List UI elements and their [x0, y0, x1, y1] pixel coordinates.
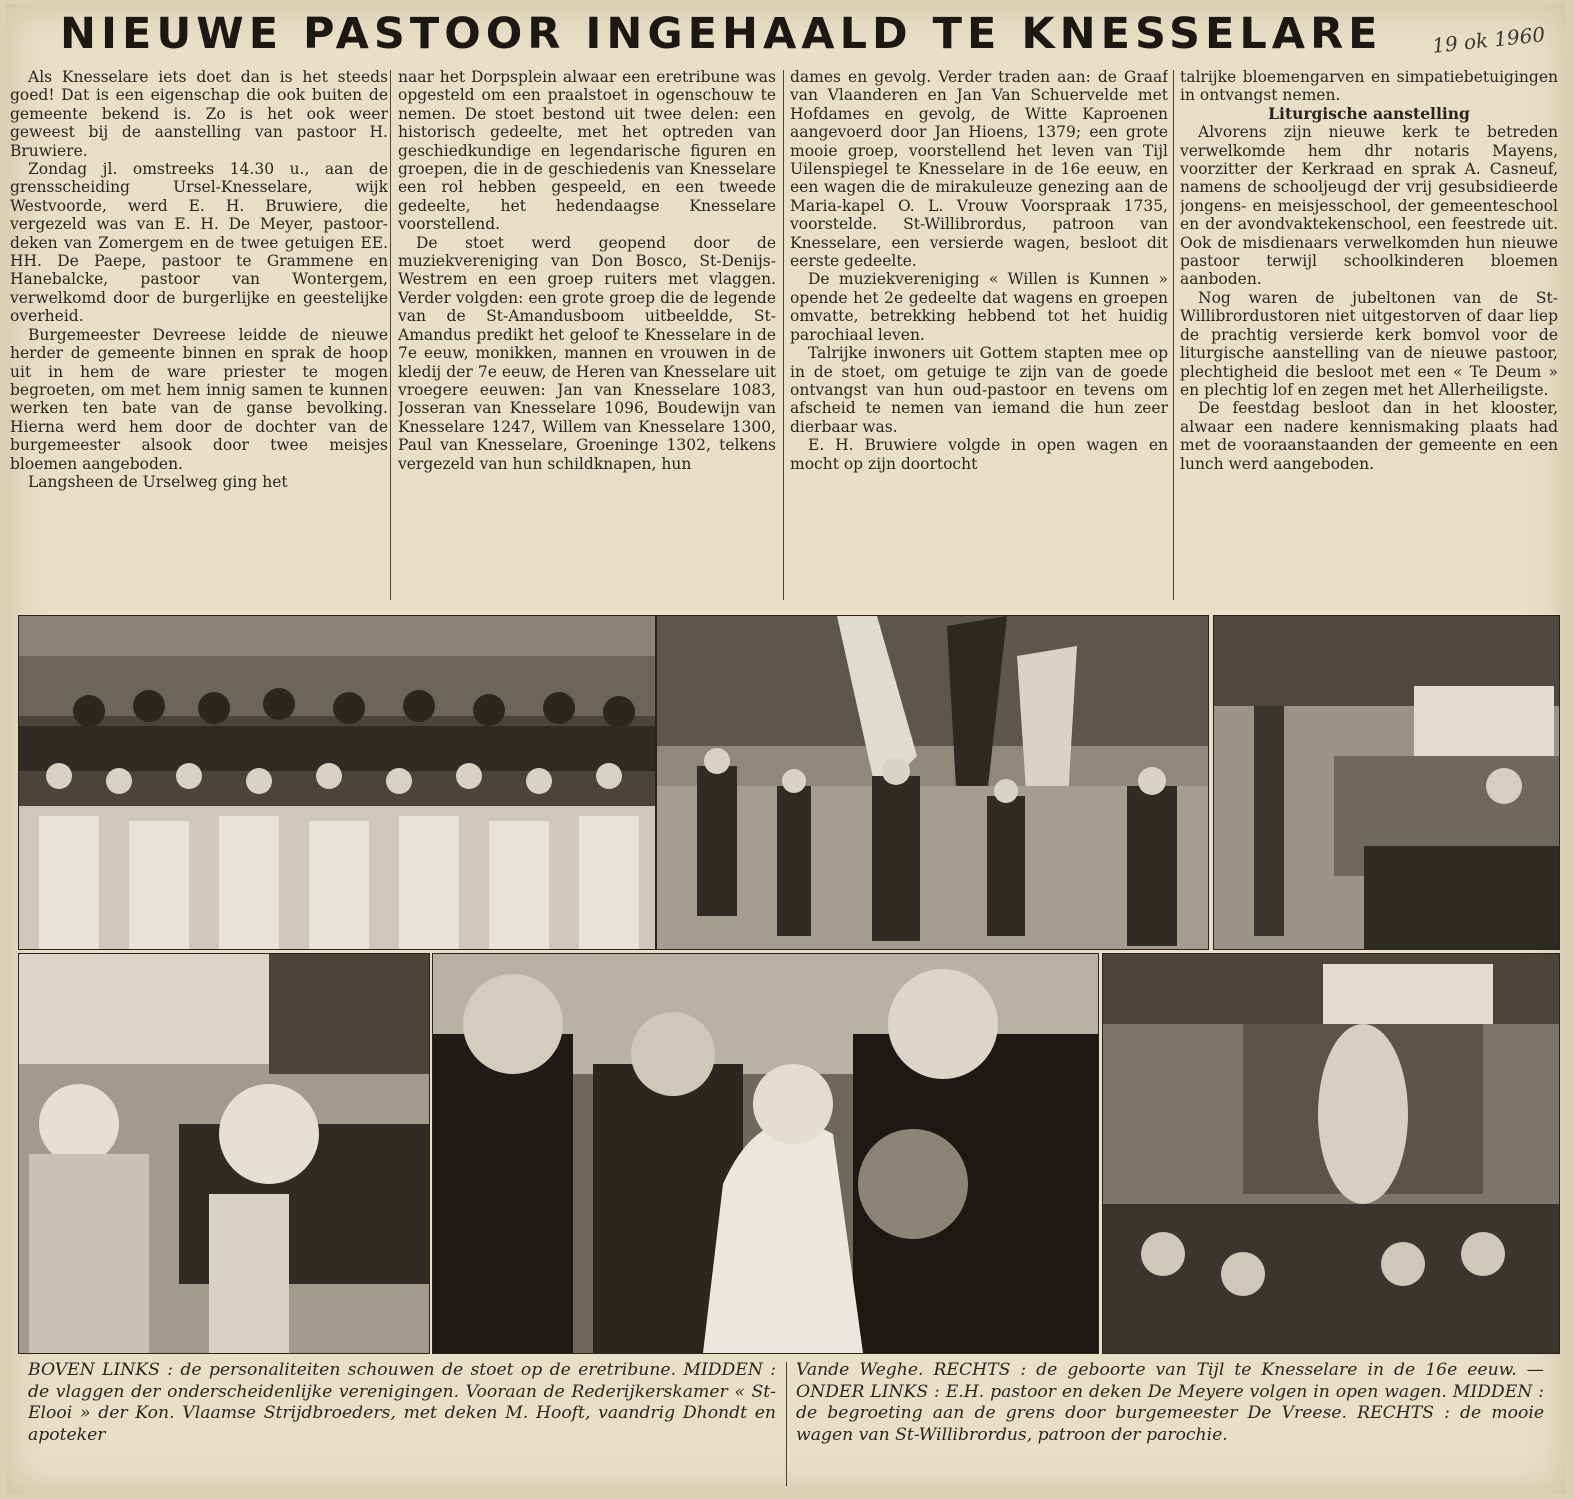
photo-grandstand — [18, 615, 656, 950]
headline: NIEUWE PASTOOR INGEHAALD TE KNESSELARE — [60, 9, 1383, 59]
photo-willibrordus-wagon — [1102, 953, 1560, 1354]
article-paragraph: De muziekvereniging « Willen is Kunnen » opende het 2e gedeelte dat wagens en groepen omvatte, betrekking hebbend tot het huidig parochiaal leven. — [790, 270, 1168, 344]
photo-caption-right: Vande Weghe. RECHTS : de geboorte van Tijl te Knesselare in de 16e eeuw. — ONDER LINKS : E.H. pastoor en deken De Meyere volgen in open wagen. MIDDEN : de begroeting aan de grens door burgemeester De Vreese. RECHTS : de mooie wagen van St-Willibrordus, patroon der parochie. — [796, 1360, 1544, 1445]
caption-divider — [786, 1362, 787, 1486]
article-paragraph: dames en gevolg. Verder traden aan: de Graaf van Vlaanderen en Jan Van Schuervelde met Hofdames en gevolg, de Witte Kaproenen aangevoerd door Jan Hioens, 1379; een grote mooie groep, voorstellend het leven van Tijl Uilenspiegel te Knesselare in de 16e eeuw, en een wagen die de mirakuleuze genezing aan de Maria-kapel O. L. Vrouw Voorspraak 1735, voorstelde. St-Willibrordus, patroon van Knesselare, een versierde wagen, besloot dit eerste gedeelte. — [790, 68, 1168, 271]
article-column-2 — [398, 68, 776, 600]
article-paragraph: Alvorens zijn nieuwe kerk te betreden verwelkomde hem dhr notaris Mayens, voorzitter der Kerkraad en sprak A. Casneuf, namens de schooljeugd der vrij gesubsidieerde jongens- en meisjesschool, der gemeenteschool en der avondvaktekenschool, een feestrede uit. Ook de misdienaars verwelkomden hun nieuwe pastoor terwijl schoolkinderen bloemen aanboden. — [1180, 123, 1558, 289]
handwritten-date: 19 ok 1960 — [1431, 22, 1547, 58]
photo-flags-procession — [656, 615, 1209, 950]
article-paragraph: talrijke bloemengarven en simpatiebetuigingen in ontvangst nemen. — [1180, 68, 1558, 105]
article-paragraph: Langsheen de Urselweg ging het — [28, 472, 288, 491]
article-paragraph: Als Knesselare iets doet dan is het steeds goed! Dat is een eigenschap die ook buiten de gemeente bekend is. Zo is het ook weer geweest bij de aanstelling van pastoor H. Bruwiere. — [10, 68, 388, 160]
section-heading: Liturgische aanstelling — [1268, 103, 1470, 123]
article-paragraph: Burgemeester Devreese leidde de nieuwe herder de gemeente binnen en sprak de hoop uit in hem de ware priester te mogen begroeten, om met hem innig samen te kunnen werken ten bate van de ganse bevolking. Hierna werd hem door de dochter van de burgemeester alsook door twee meisjes bloemen aangeboden. — [10, 325, 388, 473]
article-paragraph: Zondag jl. omstreeks 14.30 u., aan de grensscheiding Ursel-Knesselare, wijk Westvoorde, werd E. H. Bruwiere, die vergezeld was van E. H. De Meyer, pastoor-deken van Zomergem en de twee getuigen EE. HH. De Paepe, pastoor te Grammene en Hanebalcke, pastoor van Wontergem, verwelkomd door de burgerlijke en geestelijke overheid. — [10, 160, 388, 326]
article-paragraph: De stoet werd geopend door de muziekvereniging van Don Bosco, St-Denijs-Westrem en een groep ruiters met vlaggen. Verder volgden: een grote groep die de legende van de St-Amandusboom uitbeeldde, St-Amandus predikt het geloof te Knesselare in de 7e eeuw, monikken, mannen en vrouwen in de kledij der 7e eeuw, de Heren van Knesselare uit vroegere eeuwen: Jan van Knesselare 1083, Josseran van Knesselare 1096, Boudewijn van Knesselare 1247, Willem van Knesselare 1300, Paul van Knesselare, Groeninge 1302, telkens vergezeld van hun schildknapen, hun — [398, 233, 776, 473]
photo-tijl-birth-wagon — [1213, 615, 1560, 950]
photo-open-wagon — [18, 953, 430, 1354]
article-paragraph: De feestdag besloot dan in het klooster, alwaar een nadere kennismaking plaats had met de vooraanstaanden der gemeente en een lunch werd aangeboden. — [1180, 399, 1558, 473]
article-paragraph: Nog waren de jubeltonen van de St-Willibrordustoren niet uitgestorven of daar liep de prachtig versierde kerk bomvol voor de liturgische aanstelling van de nieuwe pastoor, plechtigheid die besloot met een « Te Deum » en plechtig lof en zegen met het Allerheiligste. — [1180, 288, 1558, 399]
column-divider — [1173, 70, 1174, 600]
article-column-3 — [790, 68, 1168, 600]
photo-greeting-at-border — [432, 953, 1099, 1354]
article-column-4 — [1180, 68, 1558, 600]
article-paragraph: Talrijke inwoners uit Gottem stapten mee op in de stoet, om getuige te zijn van de goede ontvangst van hun oud-pastoor en tevens om afscheid te nemen van iemand die hun zeer dierbaar was. — [790, 344, 1168, 436]
article-paragraph: E. H. Bruwiere volgde in open wagen en mocht op zijn doortocht — [790, 436, 1168, 473]
article-column-1 — [10, 68, 388, 600]
photo-caption-left: BOVEN LINKS : de personaliteiten schouwen de stoet op de eretribune. MIDDEN : de vlaggen der onderscheidenlijke verenigingen. Vooraan de Rederijkerskamer « St-Elooi » der Kon. Vlaamse Strijdbroeders, met deken M. Hooft, vaandrig Dhondt en apoteker — [28, 1360, 776, 1445]
article-paragraph: naar het Dorpsplein alwaar een eretribune was opgesteld om een praalstoet in ogenschouw te nemen. De stoet bestond uit twee delen: een historisch gedeelte, met het optreden van geschiedkundige en legendarische figuren en groepen, die in de geschiedenis van Knesselare een rol hebben gespeeld, en een tweede gedeelte, het hedendaagse Knesselare voorstellend. — [398, 68, 776, 234]
column-divider — [390, 70, 391, 600]
column-divider — [783, 70, 784, 600]
